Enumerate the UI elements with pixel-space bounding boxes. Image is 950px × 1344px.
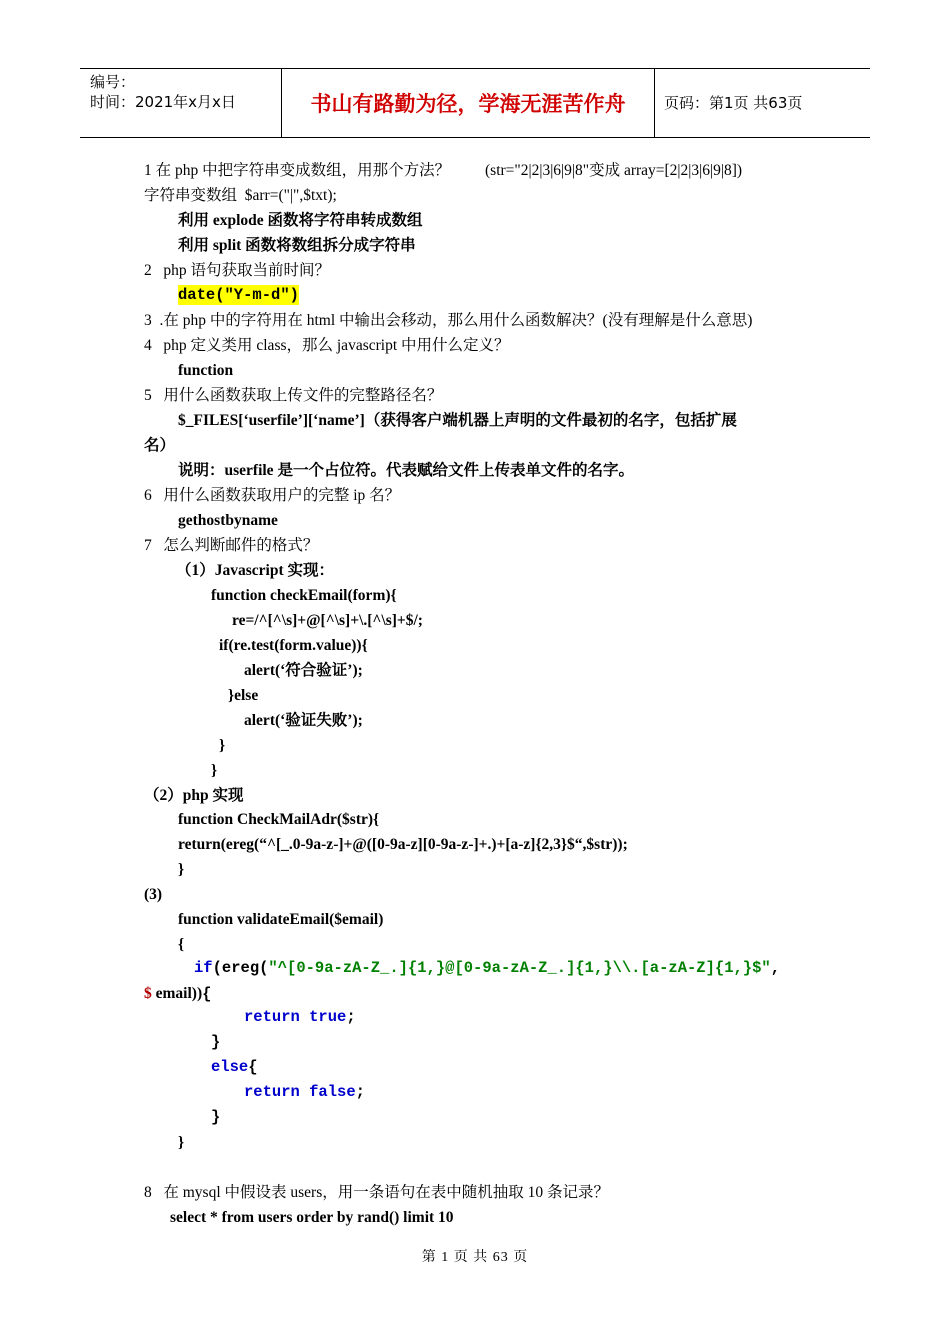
- code-keyword: if: [194, 959, 213, 977]
- code-line: }: [211, 1033, 221, 1051]
- code-line: [211, 1057, 258, 1077]
- code-line: [144, 984, 211, 1004]
- question-3: 3 .在 php 中的字符用在 html 中输出会移动，那么用什么函数解决？(没有理解是什么意思): [144, 312, 753, 329]
- code-text: ;: [355, 1083, 365, 1101]
- question-1: 1 在 php 中把字符串变成数组，用那个方法？ (str="2|2|3|6|9|8"变成 array=[2|2|3|6|9|8]): [144, 162, 743, 179]
- answer-text: select * from users order by rand() limit 10: [170, 1209, 454, 1226]
- code-line: alert(‘符合验证’);: [244, 662, 363, 679]
- code-line: alert(‘验证失败’);: [244, 712, 363, 729]
- code-line: function checkEmail(form){: [211, 587, 397, 604]
- answer-text: $_FILES[‘userfile’][‘name’]（获得客户端机器上声明的文件最初的名字，包括扩展: [178, 412, 737, 429]
- answer-text: 利用 split 函数将数组拆分成字符串: [178, 237, 416, 254]
- code-line: function CheckMailAdr($str){: [178, 811, 380, 828]
- code-text: ;: [346, 1008, 356, 1026]
- code-keyword: return true: [244, 1008, 347, 1026]
- header-motto: 书山有路勤为径，学海无涯苦作舟: [310, 92, 626, 116]
- question-5: 5 用什么函数获取上传文件的完整路径名？: [144, 387, 443, 404]
- page-header: [80, 68, 870, 138]
- answer-text: 字符串变数组 $arr=("|",$txt);: [144, 187, 337, 204]
- number-label: 编号：: [90, 73, 136, 91]
- code-text: (ereg(: [212, 959, 269, 977]
- answer-text: 说明：userfile 是一个占位符。代表赋给文件上传表单文件的名字。: [178, 462, 634, 479]
- answer-text: 名）: [144, 437, 176, 454]
- code-variable-sigil: $: [144, 985, 152, 1002]
- code-line: }: [219, 737, 226, 754]
- header-divider: [654, 69, 655, 137]
- section-heading: （2）php 实现: [144, 787, 244, 804]
- page-footer: 第 1 页 共 63 页: [421, 1250, 529, 1265]
- question-4: 4 php 定义类用 class，那么 javascript 中用什么定义？: [144, 337, 510, 354]
- code-text: date("Y-m-d"): [178, 286, 299, 304]
- code-line: }: [178, 1134, 185, 1151]
- section-heading: （1）Javascript 实现：: [176, 562, 335, 579]
- code-text: {: [202, 985, 212, 1003]
- code-line: }else: [228, 687, 259, 704]
- code-line: }: [178, 861, 185, 878]
- header-page-number: 页码：第1页 共63页: [664, 94, 803, 112]
- code-line: [244, 1082, 365, 1102]
- question-7: 7 怎么判断邮件的格式？: [144, 537, 319, 554]
- time-label: 时间：2021年x月x日: [90, 93, 236, 111]
- section-heading: (3): [144, 886, 163, 903]
- code-line: function validateEmail($email): [178, 911, 384, 928]
- code-text: ,: [770, 959, 781, 977]
- answer-text: gethostbyname: [178, 512, 278, 529]
- code-keyword: else: [211, 1058, 249, 1076]
- question-8: 8 在 mysql 中假设表 users，用一条语句在表中随机抽取 10 条记录？: [144, 1184, 610, 1201]
- header-meta: [90, 72, 236, 112]
- code-line: re=/^[^\s]+@[^\s]+\.[^\s]+$/;: [232, 612, 423, 629]
- question-6: 6 用什么函数获取用户的完整 ip 名？: [144, 487, 401, 504]
- code-text: {: [248, 1058, 258, 1076]
- highlighted-code: [178, 285, 299, 305]
- code-line: [244, 1007, 356, 1027]
- code-keyword: return false: [244, 1083, 356, 1101]
- code-text: email)): [151, 985, 203, 1002]
- code-string: "^[0-9a-zA-Z_.]{1,}@[0-9a-zA-Z_.]{1,}\\.[a-zA-Z]{1,}$": [268, 959, 771, 977]
- code-line: return(ereg(“^[_.0-9a-z-]+@([0-9a-z][0-9a-z-]+.)+[a-z]{2,3}$“,$str));: [178, 836, 628, 853]
- code-line: [194, 958, 780, 978]
- code-line: }: [211, 762, 218, 779]
- answer-text: function: [178, 362, 234, 379]
- code-line: {: [178, 936, 185, 953]
- code-line: }: [211, 1108, 221, 1126]
- code-line: if(re.test(form.value)){: [219, 637, 368, 654]
- answer-text: 利用 explode 函数将字符串转成数组: [178, 212, 423, 229]
- question-2: 2 php 语句获取当前时间？: [144, 262, 331, 279]
